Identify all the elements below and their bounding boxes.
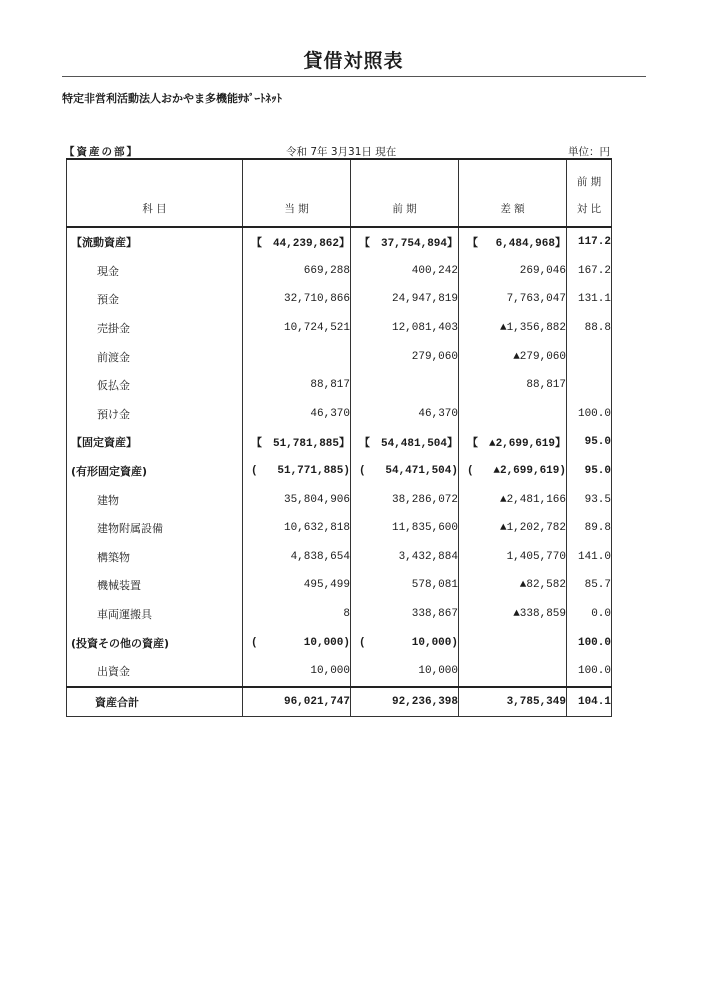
open-bracket: ( [359, 465, 366, 478]
current-amount: 【 44,239,862】 [243, 227, 351, 257]
diff-amount: 7,763,047 [459, 285, 567, 314]
ratio-value: 95.0 [567, 428, 612, 457]
prior-amount: 279,060 [351, 342, 459, 371]
page-title: 貸借対照表 [303, 50, 404, 72]
organization-name: 特定非営利活動法人おかやま多機能ｻﾎﾟｰﾄﾈｯﾄ [62, 92, 282, 105]
current-amount: 46,370 [243, 400, 351, 429]
open-bracket: ( [251, 636, 258, 649]
close-bracket: ) [559, 465, 566, 478]
ratio-value: 131.1 [567, 285, 612, 314]
diff-amount: ▲1,202,782 [459, 514, 567, 543]
current-amount: 35,804,906 [243, 485, 351, 514]
item-name: (投資その他の資産) [67, 628, 243, 657]
item-name: 出資金 [67, 657, 243, 687]
ratio-value: 93.5 [567, 485, 612, 514]
diff-amount: 【 6,484,968】 [459, 227, 567, 257]
prior-amount: 46,370 [351, 400, 459, 429]
diff-amount: 88,817 [459, 371, 567, 400]
close-bracket: 】 [339, 438, 350, 451]
item-name: 仮払金 [67, 371, 243, 400]
item-name: 機械装置 [67, 571, 243, 600]
ratio-value: 89.8 [567, 514, 612, 543]
table-row [67, 428, 612, 457]
close-bracket: 】 [555, 438, 566, 451]
header-prior: 前 期 [351, 159, 459, 227]
table-row [67, 227, 612, 257]
item-name: 預け金 [67, 400, 243, 429]
item-name: 【流動資産】 [67, 227, 243, 257]
table-row [67, 571, 612, 600]
table-header-row [67, 159, 612, 227]
ratio-value: 0.0 [567, 600, 612, 629]
ratio-value: 95.0 [567, 457, 612, 486]
open-bracket: 【 [467, 238, 478, 251]
header-diff: 差 額 [459, 159, 567, 227]
table-row [67, 342, 612, 371]
prior-amount: ( 10,000) [351, 628, 459, 657]
current-amount: 96,021,747 [243, 687, 351, 717]
balance-sheet-table [66, 158, 612, 717]
ratio-value: 100.0 [567, 628, 612, 657]
table-row [67, 628, 612, 657]
prior-amount: 【 37,754,894】 [351, 227, 459, 257]
table-row [67, 285, 612, 314]
table-row [67, 687, 612, 717]
diff-amount: ▲82,582 [459, 571, 567, 600]
open-bracket: 【 [359, 238, 370, 251]
current-amount: 10,724,521 [243, 314, 351, 343]
diff-amount [459, 400, 567, 429]
ratio-value: 167.2 [567, 257, 612, 286]
diff-amount: 【 ▲2,699,619】 [459, 428, 567, 457]
current-amount [243, 342, 351, 371]
item-name: 【固定資産】 [67, 428, 243, 457]
current-amount: 669,288 [243, 257, 351, 286]
close-bracket: ) [343, 636, 350, 649]
current-amount: 8 [243, 600, 351, 629]
item-name: 建物附属設備 [67, 514, 243, 543]
ratio-value: 141.0 [567, 543, 612, 572]
close-bracket: ) [451, 636, 458, 649]
current-amount: 88,817 [243, 371, 351, 400]
prior-amount: 338,867 [351, 600, 459, 629]
table-row [67, 514, 612, 543]
as-of-date: 令和 7年 3月31日 現在 [286, 146, 397, 158]
ratio-value: 85.7 [567, 571, 612, 600]
open-bracket: ( [251, 465, 258, 478]
prior-amount: 578,081 [351, 571, 459, 600]
table-row [67, 314, 612, 343]
current-amount: 10,000 [243, 657, 351, 687]
item-name: 前渡金 [67, 342, 243, 371]
diff-amount [459, 657, 567, 687]
close-bracket: 】 [339, 238, 350, 251]
open-bracket: ( [467, 465, 474, 478]
open-bracket: 【 [467, 438, 478, 451]
diff-amount [459, 628, 567, 657]
ratio-value: 100.0 [567, 400, 612, 429]
item-name: 構築物 [67, 543, 243, 572]
item-name: 建物 [67, 485, 243, 514]
table-row [67, 371, 612, 400]
header-ratio: 前 期 対 比 [567, 159, 612, 227]
open-bracket: 【 [251, 438, 262, 451]
current-amount: 495,499 [243, 571, 351, 600]
prior-amount: 11,835,600 [351, 514, 459, 543]
open-bracket: 【 [251, 238, 262, 251]
diff-amount: ▲2,481,166 [459, 485, 567, 514]
diff-amount: 269,046 [459, 257, 567, 286]
ratio-value: 100.0 [567, 657, 612, 687]
diff-amount: 3,785,349 [459, 687, 567, 717]
table-row [67, 657, 612, 687]
prior-amount: 10,000 [351, 657, 459, 687]
unit-label: 単位：円 [568, 146, 610, 158]
prior-amount: 3,432,884 [351, 543, 459, 572]
close-bracket: 】 [555, 238, 566, 251]
close-bracket: ) [343, 465, 350, 478]
prior-amount: ( 54,471,504) [351, 457, 459, 486]
item-name: 車両運搬具 [67, 600, 243, 629]
table-row [67, 400, 612, 429]
prior-amount: 38,286,072 [351, 485, 459, 514]
current-amount: ( 51,771,885) [243, 457, 351, 486]
diff-amount: ▲338,859 [459, 600, 567, 629]
title-underline [62, 76, 646, 77]
diff-amount: ▲279,060 [459, 342, 567, 371]
header-current: 当 期 [243, 159, 351, 227]
item-name: 預金 [67, 285, 243, 314]
ratio-value: 88.8 [567, 314, 612, 343]
ratio-value [567, 342, 612, 371]
table-row [67, 257, 612, 286]
item-name: (有形固定資産) [67, 457, 243, 486]
prior-amount: 400,242 [351, 257, 459, 286]
header-item: 科 目 [67, 159, 243, 227]
open-bracket: ( [359, 636, 366, 649]
close-bracket: ) [451, 465, 458, 478]
diff-amount: 1,405,770 [459, 543, 567, 572]
diff-amount: ▲1,356,882 [459, 314, 567, 343]
close-bracket: 】 [447, 238, 458, 251]
table-row [67, 600, 612, 629]
diff-amount: ( ▲2,699,619) [459, 457, 567, 486]
prior-amount: 12,081,403 [351, 314, 459, 343]
table-row [67, 485, 612, 514]
current-amount: 4,838,654 [243, 543, 351, 572]
item-name: 売掛金 [67, 314, 243, 343]
current-amount: 10,632,818 [243, 514, 351, 543]
ratio-value [567, 371, 612, 400]
prior-amount: 24,947,819 [351, 285, 459, 314]
section-label: 【資産の部】 [64, 146, 139, 158]
ratio-value: 104.1 [567, 687, 612, 717]
current-amount: 32,710,866 [243, 285, 351, 314]
item-name: 現金 [67, 257, 243, 286]
current-amount: ( 10,000) [243, 628, 351, 657]
prior-amount [351, 371, 459, 400]
current-amount: 【 51,781,885】 [243, 428, 351, 457]
open-bracket: 【 [359, 438, 370, 451]
ratio-value: 117.2 [567, 227, 612, 257]
close-bracket: 】 [447, 438, 458, 451]
item-name: 資産合計 [67, 687, 243, 717]
table-row [67, 543, 612, 572]
prior-amount: 【 54,481,504】 [351, 428, 459, 457]
table-row [67, 457, 612, 486]
prior-amount: 92,236,398 [351, 687, 459, 717]
